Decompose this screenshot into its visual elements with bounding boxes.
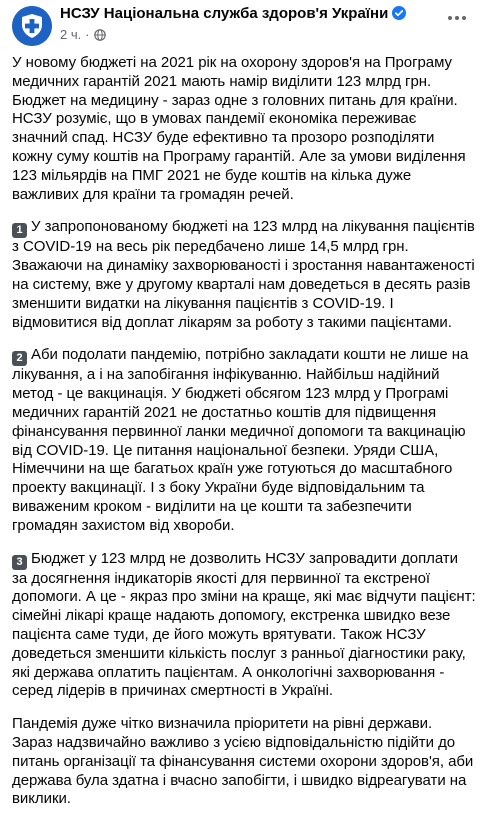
keycap-3-icon: 3 [12, 555, 27, 570]
post-meta [60, 27, 106, 42]
point-2-text: Аби подолати пандемію, потрібно закладати кошти не лише на лікування, а і на запобігання інфікуванню. Найбільш надійний метод - це вакцинація. У бюджеті обсягом 123 млрд у Програмі медичних гарантій 2021 не достатньо коштів для підвищення фінансування первинної ланки медичної допомоги та вакцинацію від COVID-19. Це питання національної безпеки. Уряди США, Німеччини на ще багатьох країн уже готуються до масштабного проекту вакцинації. І з боку України буде відповідальним та виваженим кроком - виділити на це кошти та забезпечити громадян захистом від хвороби. [12, 346, 469, 534]
meta-separator: · [85, 27, 90, 42]
post-body [12, 54, 476, 818]
page-avatar[interactable] [12, 6, 52, 46]
dot [448, 16, 452, 20]
shield-cross-logo-icon [12, 6, 52, 46]
post-header [0, 0, 483, 56]
post-paragraph-outro: Пандемія дуже чітко визначила пріоритети на рівні держави. Зараз надзвичайно важливо з усією відповідальністю підійти до питань організації та фінансування системи охорони здоров'я, аби держава була здатна і вчасно запобігти, і швидко відреагувати на виклики. [12, 715, 474, 808]
post-paragraph-intro: У новому бюджеті на 2021 рік на охорону здоров'я на Програму медичних гарантій 2021 мають намір виділити 123 млрд грн. Бюджет на медицину - зараз одне з головних питань для країни. НСЗУ розуміє, що в умовах пандемії економіка переживає значний спад. НСЗУ буде ефективно та прозоро розподіляти кожну суму коштів на Програму гарантій. Але за умови виділення 123 мільярдів на ПМГ 2021 не буде коштів на кілька дуже важливих для країни та громадян речей. [12, 54, 466, 203]
keycap-1-icon: 1 [12, 223, 27, 238]
dot [462, 16, 466, 20]
point-1-text: У запропонованому бюджеті на 123 млрд на лікування пацієнтів з COVID-19 на весь рік передбачено лише 14,5 млрд грн. Зважаючи на динаміку захворюваності і зростання навантаженості на систему, вже у другому кварталі нам доведеться в десять разів зменшити видатки на лікування пацієнтів з COVID-19. І відмовитися від доплат лікарям за роботу з такими пацієнтами. [12, 218, 475, 331]
keycap-2-icon: 2 [12, 351, 27, 366]
page-name-text[interactable]: НСЗУ Національна служба здоров'я України [60, 5, 389, 22]
point-3-text: Бюджет у 123 млрд не дозволить НСЗУ запровадити доплати за досягнення індикаторів якості для первинної та екстреної допомоги. А це - якраз про зміни на краще, які має відчути пацієнт: сімейні лікарі краще надають допомогу, екстренка швидко везе пацієнта саме туди, де його можуть врятувати. Також НСЗУ доведеться зменшити кількість послуг з ранньої діагностики раку, які держава оплатить пацієнтам. А онкологічні захворювання - серед лідерів в причинах смертності в Україні. [12, 549, 476, 700]
dot [455, 16, 459, 20]
globe-icon [94, 29, 106, 41]
post-paragraph-point-2 [12, 346, 476, 535]
post-paragraph-point-3 [12, 550, 476, 702]
page-name[interactable] [60, 5, 406, 22]
more-options-icon[interactable] [445, 9, 469, 27]
verified-badge-icon [392, 6, 406, 20]
post-paragraph-point-1 [12, 218, 476, 332]
post-time[interactable]: 2 ч. [60, 27, 82, 42]
